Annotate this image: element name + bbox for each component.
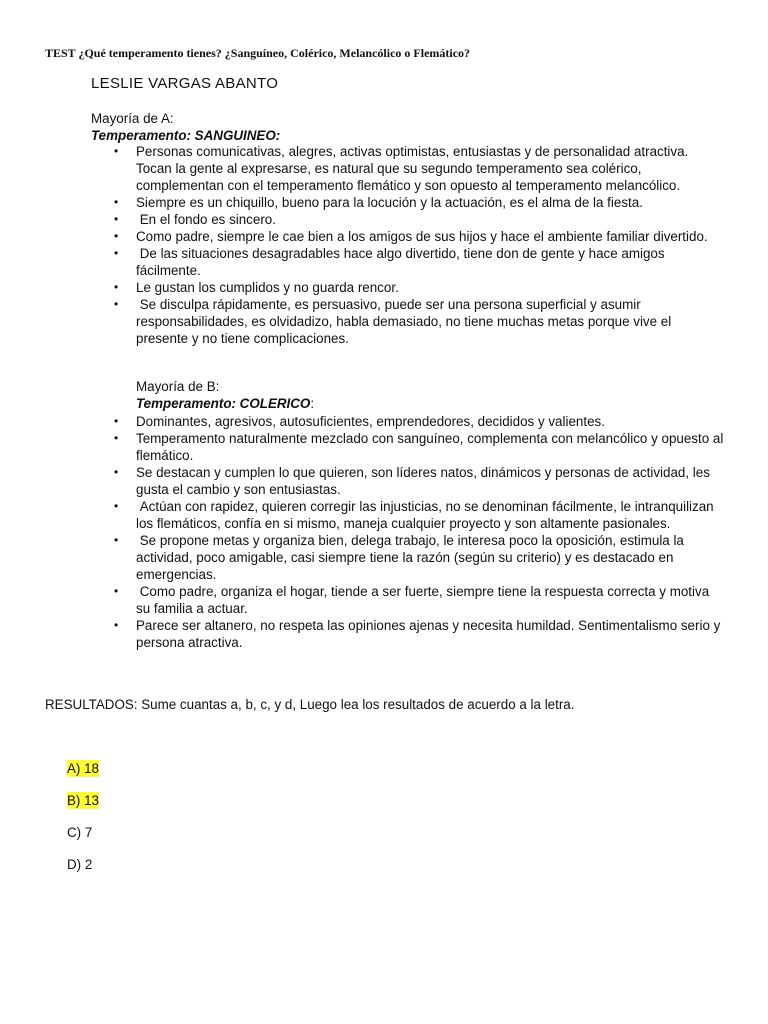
bullet-icon: • <box>114 618 119 632</box>
list-item-text: Como padre, siempre le cae bien a los amigos de sus hijos y hace el ambiente familiar divertido. <box>136 229 708 244</box>
bullet-icon: • <box>114 584 119 598</box>
list-item <box>114 228 726 245</box>
list-item-text: Dominantes, agresivos, autosuficientes, emprendedores, decididos y valientes. <box>136 414 605 429</box>
bullet-icon: • <box>114 246 119 260</box>
list-item-text: Se disculpa rápidamente, es persuasivo, puede ser una persona superficial y asumir responsabilidades, es olvidadizo, habla demasiado, no tiene muchas metas porque vive el presente y no tiene complicaciones. <box>136 297 672 346</box>
bullet-icon: • <box>114 144 119 158</box>
list-item <box>114 211 726 228</box>
answer-b: B) 13 <box>67 793 100 808</box>
bullet-icon: • <box>114 229 119 243</box>
temperament-b-heading <box>136 395 736 412</box>
bullet-icon: • <box>114 195 119 209</box>
list-item <box>114 245 726 279</box>
answer-d: D) 2 <box>67 857 93 872</box>
list-item-text: Le gustan los cumplidos y no guarda rencor. <box>136 280 399 295</box>
list-item-text: En el fondo es sincero. <box>139 212 276 227</box>
bullet-icon: • <box>114 533 119 547</box>
list-item <box>114 296 726 347</box>
list-item-text: Como padre, organiza el hogar, tiende a ser fuerte, siempre tiene la respuesta correcta y motiva su familia a actuar. <box>136 584 710 616</box>
bullet-icon: • <box>114 212 119 226</box>
list-item <box>114 430 726 464</box>
list-item <box>114 413 726 430</box>
temperament-b-text: Temperamento: COLERICO <box>136 396 311 411</box>
answer-c: C) 7 <box>67 825 93 840</box>
list-item <box>114 143 726 194</box>
list-item-text: Siempre es un chiquillo, bueno para la locución y la actuación, es el alma de la fiesta. <box>136 195 643 210</box>
list-item <box>114 279 726 296</box>
bullet-icon: • <box>114 297 119 311</box>
bullet-icon: • <box>114 280 119 294</box>
list-item <box>114 498 726 532</box>
list-item-text: Se destacan y cumplen lo que quieren, son líderes natos, dinámicos y personas de actividad, les gusta el cambio y son entusiastas. <box>136 465 710 497</box>
bullet-icon: • <box>114 431 119 445</box>
document-title: TEST ¿Qué temperamento tienes? ¿Sanguíneo, Colérico, Melancólico o Flemático? <box>45 46 471 60</box>
list-item <box>114 583 726 617</box>
colerico-list <box>114 413 726 651</box>
list-item-text: Actúan con rapidez, quieren corregir las injusticias, no se denominan fácilmente, le intranquilizan los flemáticos, confía en si mismo, maneja cualquier proyecto y son altamente pasionales. <box>136 499 714 531</box>
bullet-icon: • <box>114 465 119 479</box>
list-item <box>114 532 726 583</box>
answer-a: A) 18 <box>67 761 100 776</box>
temperament-b-colon: : <box>310 396 315 411</box>
majority-a-label: Mayoría de A: <box>91 111 174 126</box>
list-item-text: Temperamento naturalmente mezclado con sanguíneo, complementa con melancólico y opuesto al flemático. <box>136 431 724 463</box>
bullet-icon: • <box>114 414 119 428</box>
list-item-text: Parece ser altanero, no respeta las opiniones ajenas y necesita humildad. Sentimentalismo serio y persona atractiva. <box>136 618 721 650</box>
section-a-header <box>91 110 731 144</box>
results-instruction: RESULTADOS: Sume cuantas a, b, c, y d, Luego lea los resultados de acuerdo a la letra. <box>45 697 575 712</box>
list-item-text: Personas comunicativas, alegres, activas optimistas, entusiastas y de personalidad atractiva. Tocan la gente al expresarse, es natural que su segundo temperamento sea colérico, complementan con el temperamento flemático y son opuesto al temperamento melancólico. <box>136 144 689 193</box>
majority-b-label: Mayoría de B: <box>136 379 220 394</box>
list-item-text: Se propone metas y organiza bien, delega trabajo, le interesa poco la oposición, estimula la actividad, poco amigable, casi siempre tiene la razón (según su criterio) y es destacado en emergencias. <box>136 533 684 582</box>
list-item <box>114 194 726 211</box>
list-item <box>114 464 726 498</box>
bullet-icon: • <box>114 499 119 513</box>
temperament-a-heading: Temperamento: SANGUINEO: <box>91 128 281 143</box>
list-item <box>114 617 726 651</box>
list-item-text: De las situaciones desagradables hace algo divertido, tiene don de gente y hace amigos fácilmente. <box>136 246 665 278</box>
sanguineo-list <box>114 143 726 347</box>
author-name: LESLIE VARGAS ABANTO <box>91 75 279 92</box>
section-b-header <box>136 378 736 412</box>
